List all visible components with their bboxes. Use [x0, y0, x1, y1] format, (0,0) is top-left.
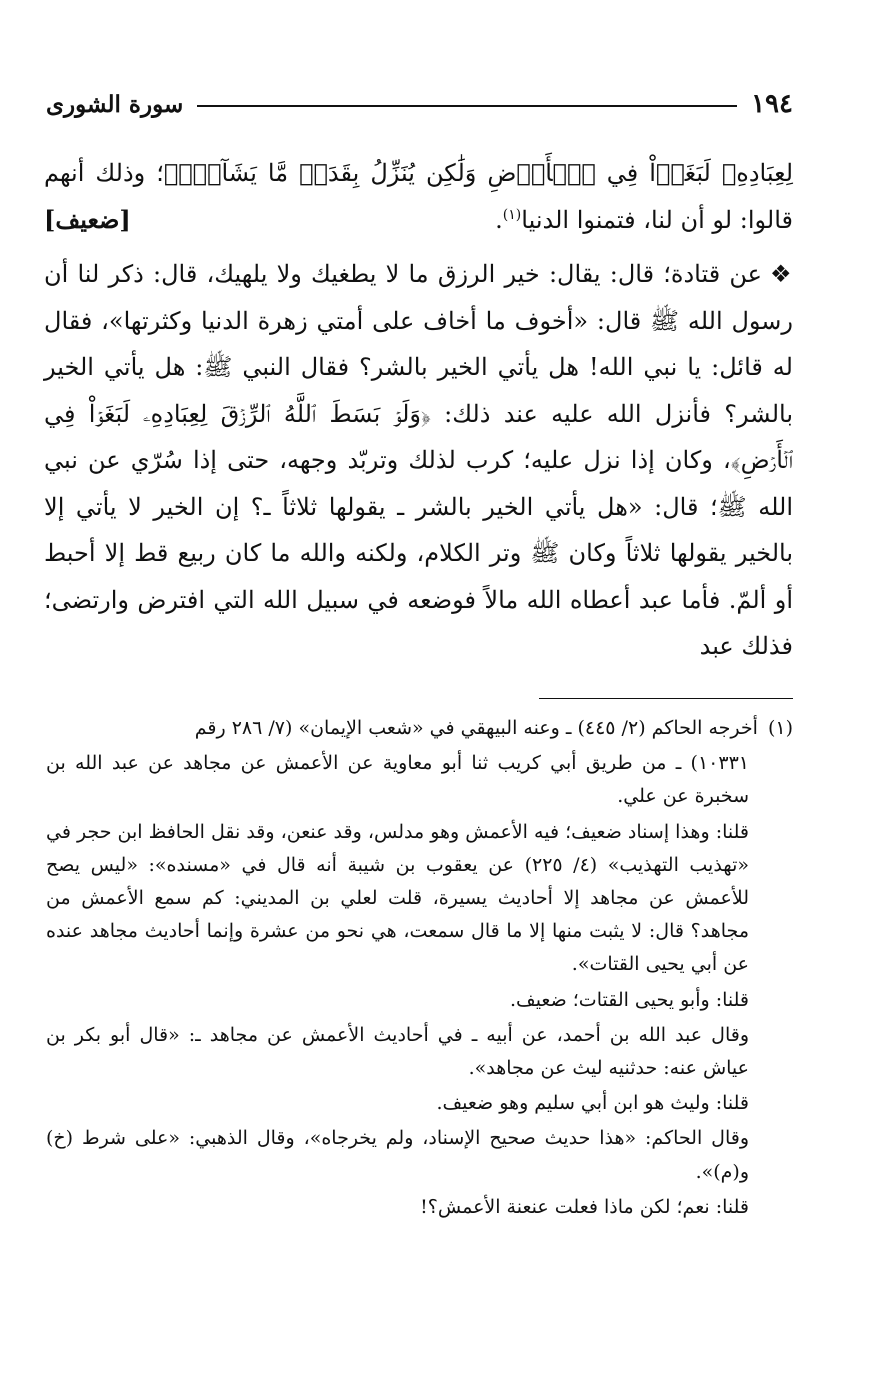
footnote-paragraph: قلنا: نعم؛ لكن ماذا فعلت عنعنة الأعمش؟! — [420, 1195, 749, 1218]
diamond-ornament-icon: ❖ — [769, 260, 793, 288]
page-number: ١٩٤ — [751, 89, 793, 119]
footnote-paragraph: وقال الحاكم: «هذا حديث صحيح الإسناد، ولم يخرجاه»، وقال الذهبي: «على شرط (خ) و(م)». — [46, 1127, 749, 1183]
paragraph-1-end: . — [495, 205, 503, 234]
footnote-1-first-line — [46, 712, 793, 745]
hadith-grade-badge: [ضعيف] — [44, 204, 131, 234]
paragraph-2-text: عن قتادة؛ قال: يقال: خير الرزق ما لا يطغيك ولا يلهيك، قال: ذكر لنا أن رسول الله ﷺ قال: «أخوف ما أخاف على أمتي زهرة الدنيا وكثرتها»، فقال له قائل: يا نبي الله! هل يأتي الخير بالشر؟ فقال النبي ﷺ: هل يأتي الخير بالشر؟ فأنزل الله عليه عند ذلك: ﴿وَلَوۡ بَسَطَ ٱللَّهُ ٱلرِّزۡقَ لِعِبَادِهِۦ لَبَغَوۡاْ فِي ٱلۡأَرۡضِ﴾، وكان إذا نزل عليه؛ كرب لذلك وتربّد وجهه، حتى إذا سُرّي عن نبي الله ﷺ؛ قال: «هل يأتي الخير بالشر ـ يقولها ثلاثاً ـ؟ إن الخير لا يأتي إلا بالخير يقولها ثلاثاً وكان ﷺ وتر الكلام، ولكنه والله ما كان ربيع قط إلا أحبط أو ألمّ. فأما عبد أعطاه الله مالاً فوضعه في سبيل الله التي افترض وارتضى؛ فذلك عبد — [44, 260, 793, 660]
footnote-paragraph: قلنا: وليث هو ابن أبي سليم وهو ضعيف. — [436, 1092, 749, 1115]
footnote-separator — [539, 698, 793, 699]
footnote-1-text-a: أخرجه الحاكم (٢/ ٤٤٥) ـ وعنه البيهقي في «شعب الإيمان» (٧/ ٢٨٦ رقم — [194, 717, 758, 739]
footnote-1-continuation: ١٠٣٣١) ـ من طريق أبي كريب ثنا أبو معاوية عن الأعمش عن مجاهد عن عبد الله بن سخبرة عن علي. — [46, 752, 749, 808]
footnote-paragraph: قلنا: وأبو يحيى القتات؛ ضعيف. — [509, 988, 749, 1011]
page-header — [46, 84, 793, 124]
main-text — [44, 150, 793, 670]
paragraph-1-text: لِعِبَادِهِۦ لَبَغَوۡاْ فِي ٱلۡأَرۡضِ وَلَٰكِن يُنَزِّلُ بِقَدَرٖ مَّا يَشَآءُۚ﴾؛ وذلك أنهم قالوا: لو أن لنا، فتمنوا الدنيا — [44, 159, 793, 234]
footnotes — [46, 712, 793, 1226]
footnote-paragraph: وقال عبد الله بن أحمد، عن أبيه ـ في أحاديث الأعمش عن مجاهد ـ: «قال أبو بكر بن عياش عنه: حدثنيه ليث عن مجاهد». — [46, 1023, 749, 1080]
paragraph-1 — [44, 150, 793, 243]
footnote-paragraph: قلنا: وهذا إسناد ضعيف؛ فيه الأعمش وهو مدلس، وقد عنعن، وقد نقل الحافظ ابن حجر في «تهذيب التهذيب» (٤/ ٢٢٥) عن يعقوب بن شيبة أنه قال في «مسنده»: «ليس يصح للأعمش عن مجاهد إلا أحاديث يسيرة، قلت لعلي بن المديني: كم سمع الأعمش من مجاهد؟ قال: لا يثبت منها إلا ما قال سمعت، هي نحو من عشرة وإنما أحاديث مجاهد عنده عن أبي يحيى القتات». — [46, 820, 749, 976]
header-rule — [197, 105, 737, 107]
footnote-number: (١) — [767, 717, 793, 739]
paragraph-2 — [44, 251, 793, 670]
footnote-ref-1: (١) — [502, 206, 522, 223]
surah-title: سورة الشورى — [46, 90, 184, 118]
